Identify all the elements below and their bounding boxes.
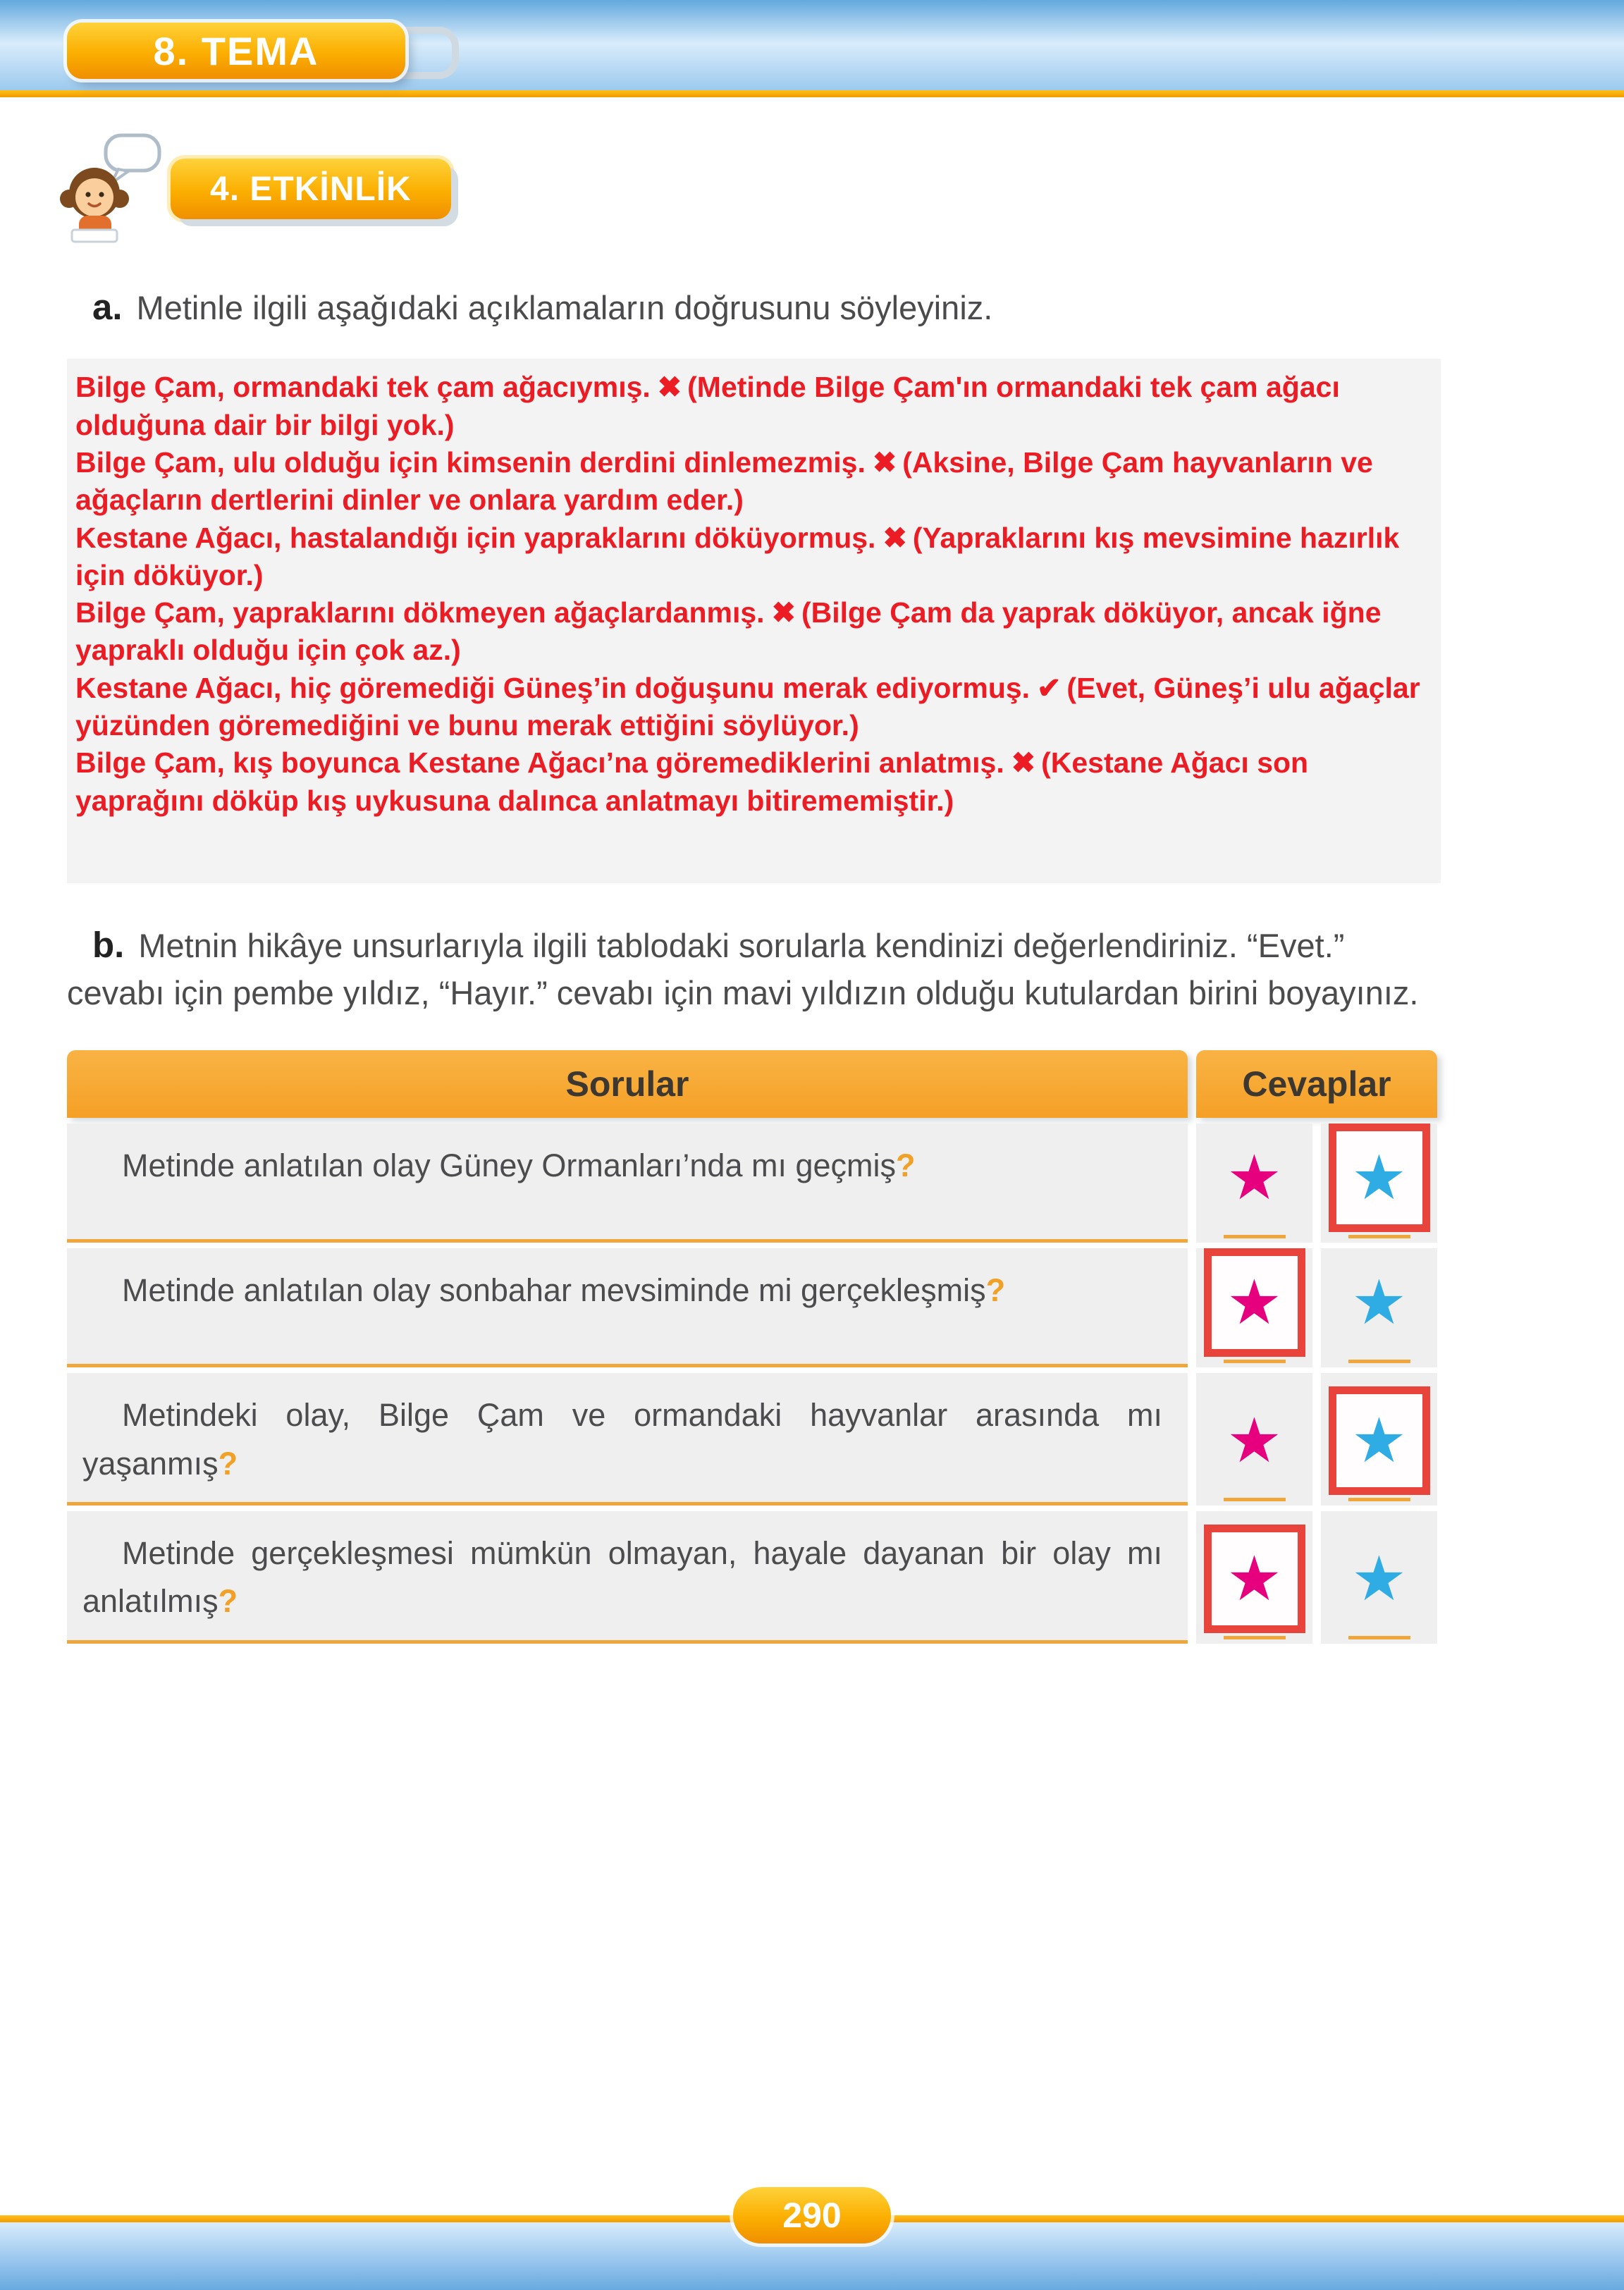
statement-mark-icon: ✖ xyxy=(657,371,682,404)
star-underline xyxy=(1348,1636,1410,1639)
statement-explanation: (Bilge Çam da yaprak döküyor, ancak iğne yapraklı olduğu için çok az.) xyxy=(75,596,1382,667)
star-icon: ★ xyxy=(1226,1267,1282,1338)
activity-heading xyxy=(51,133,1624,245)
table-body xyxy=(67,1124,1441,1644)
blue-star-answer-box[interactable] xyxy=(1329,1525,1430,1633)
tema-label: 8. TEMA xyxy=(153,28,319,73)
statements-panel xyxy=(67,359,1441,883)
star-icon: ★ xyxy=(1226,1543,1282,1613)
blue-star-answer-box[interactable] xyxy=(1329,1386,1430,1495)
statement-explanation: (Evet, Güneş’i ulu ağaçlar yüzünden göremediğini ve bunu merak ettiğini söylüyor.) xyxy=(75,671,1420,742)
section-a-marker: a. xyxy=(92,287,123,327)
pink-star-answer-box[interactable] xyxy=(1204,1124,1305,1232)
statement-text: Kestane Ağacı, hiç göremediği Güneş’in doğuşunu merak ediyormuş. xyxy=(75,671,1031,704)
answers-header-cell xyxy=(1196,1050,1437,1118)
page-number: 290 xyxy=(782,2196,842,2235)
answer-cell-blue xyxy=(1321,1124,1437,1243)
questions-header-label: Sorular xyxy=(565,1064,689,1104)
answer-cell-blue xyxy=(1321,1373,1437,1506)
top-banner xyxy=(0,0,1624,90)
question-cell xyxy=(67,1511,1188,1644)
star-underline xyxy=(1224,1360,1286,1363)
star-underline xyxy=(1348,1498,1410,1501)
answer-cell-blue xyxy=(1321,1248,1437,1367)
section-b-prompt xyxy=(67,920,1441,1016)
star-underline xyxy=(1348,1360,1410,1363)
question-text: Metinde anlatılan olay sonbahar mevsiminde mi gerçekleşmiş xyxy=(122,1272,986,1309)
answer-cell-pink xyxy=(1196,1511,1312,1644)
star-icon: ★ xyxy=(1351,1543,1407,1613)
statement-text: Bilge Çam, ulu olduğu için kimsenin derdini dinlemezmiş. xyxy=(75,445,866,479)
star-underline xyxy=(1348,1235,1410,1238)
question-mark-glyph: ? xyxy=(218,1583,238,1620)
question-cell xyxy=(67,1248,1188,1367)
statement-text: Bilge Çam, yapraklarını dökmeyen ağaçlardanmış. xyxy=(75,596,765,629)
activity-label: 4. ETKİNLİK xyxy=(210,170,412,208)
statement-explanation: (Metinde Bilge Çam'ın ormandaki tek çam ağacı olduğuna dair bir bilgi yok.) xyxy=(75,371,1340,441)
question-text: Metinde anlatılan olay Güney Ormanları’nda mı geçmiş xyxy=(122,1147,897,1184)
answer-cell-pink xyxy=(1196,1373,1312,1506)
statement-mark-icon: ✖ xyxy=(872,445,897,479)
section-b-marker: b. xyxy=(92,924,125,965)
statement-mark-icon: ✖ xyxy=(882,521,907,554)
statement-item xyxy=(75,670,1428,745)
activity-badge xyxy=(171,159,451,219)
pink-star-answer-box[interactable] xyxy=(1204,1248,1305,1357)
table-row xyxy=(67,1373,1441,1506)
star-underline xyxy=(1224,1636,1286,1639)
statement-item xyxy=(75,444,1428,519)
question-mark-glyph: ? xyxy=(985,1272,1006,1309)
statement-explanation: (Kestane Ağacı son yaprağını döküp kış uykusuna dalınca anlatmayı bitirememiştir.) xyxy=(75,746,1309,817)
star-underline xyxy=(1224,1498,1286,1501)
table-row xyxy=(67,1248,1441,1367)
pink-star-answer-box[interactable] xyxy=(1204,1525,1305,1633)
assessment-table xyxy=(67,1050,1441,1644)
star-icon: ★ xyxy=(1351,1143,1407,1213)
statement-mark-icon: ✖ xyxy=(1011,746,1036,780)
star-icon: ★ xyxy=(1351,1405,1407,1475)
page-content xyxy=(0,282,1624,1644)
section-a-prompt xyxy=(67,282,1441,332)
questions-header-cell xyxy=(67,1050,1188,1118)
blue-star-answer-box[interactable] xyxy=(1329,1248,1430,1357)
statement-text: Bilge Çam, kış boyunca Kestane Ağacı’na göremediklerini anlatmış. xyxy=(75,746,1004,780)
page-number-pill xyxy=(733,2187,891,2243)
question-mark-glyph: ? xyxy=(896,1147,916,1184)
statement-explanation: (Yapraklarını kış mevsimine hazırlık için döküyor.) xyxy=(75,521,1400,591)
section-b-prompt-text: Metnin hikâye unsurlarıyla ilgili tablodaki sorularla kendinizi değerlendiriniz. “Evet.” cevabı için pembe yıldız, “Hayır.” cevabı için mavi yıldızın olduğu kutulardan birini boyayınız. xyxy=(67,926,1419,1012)
table-header-row xyxy=(67,1050,1441,1118)
question-cell xyxy=(67,1124,1188,1243)
statement-item xyxy=(75,594,1428,670)
statement-text: Kestane Ağacı, hastalandığı için yapraklarını döküyormuş. xyxy=(75,521,876,554)
statement-explanation: (Aksine, Bilge Çam hayvanların ve ağaçların dertlerini dinler ve onlara yardım eder.) xyxy=(75,445,1373,517)
section-a-prompt-text: Metinle ilgili aşağıdaki açıklamaların doğrusunu söyleyiniz. xyxy=(136,289,993,326)
blue-star-answer-box[interactable] xyxy=(1329,1124,1430,1232)
answer-cell-pink xyxy=(1196,1124,1312,1243)
star-icon: ★ xyxy=(1226,1143,1282,1213)
question-mark-glyph: ? xyxy=(218,1445,238,1482)
answers-header-label: Cevaplar xyxy=(1242,1064,1391,1104)
answer-cell-pink xyxy=(1196,1248,1312,1367)
top-yellow-rule xyxy=(0,90,1624,97)
answer-cell-blue xyxy=(1321,1511,1437,1644)
statement-item xyxy=(75,744,1428,820)
tema-badge xyxy=(67,23,405,79)
pink-star-answer-box[interactable] xyxy=(1204,1386,1305,1495)
mascot-girl-icon xyxy=(51,133,164,245)
star-icon: ★ xyxy=(1226,1405,1282,1475)
question-text: Metindeki olay, Bilge Çam ve ormandaki hayvanlar arasında mı yaşanmış xyxy=(82,1397,1162,1482)
statement-mark-icon: ✖ xyxy=(771,596,796,629)
table-row xyxy=(67,1124,1441,1243)
statement-item xyxy=(75,369,1428,444)
statement-item xyxy=(75,519,1428,595)
statement-mark-icon: ✔ xyxy=(1037,671,1062,704)
question-cell xyxy=(67,1373,1188,1506)
table-row xyxy=(67,1511,1441,1644)
statement-text: Bilge Çam, ormandaki tek çam ağacıymış. xyxy=(75,371,651,404)
star-icon: ★ xyxy=(1351,1267,1407,1338)
page-footer xyxy=(0,2196,1624,2290)
star-underline xyxy=(1224,1235,1286,1238)
question-text: Metinde gerçekleşmesi mümkün olmayan, hayale dayanan bir olay mı anlatılmış xyxy=(82,1534,1162,1620)
